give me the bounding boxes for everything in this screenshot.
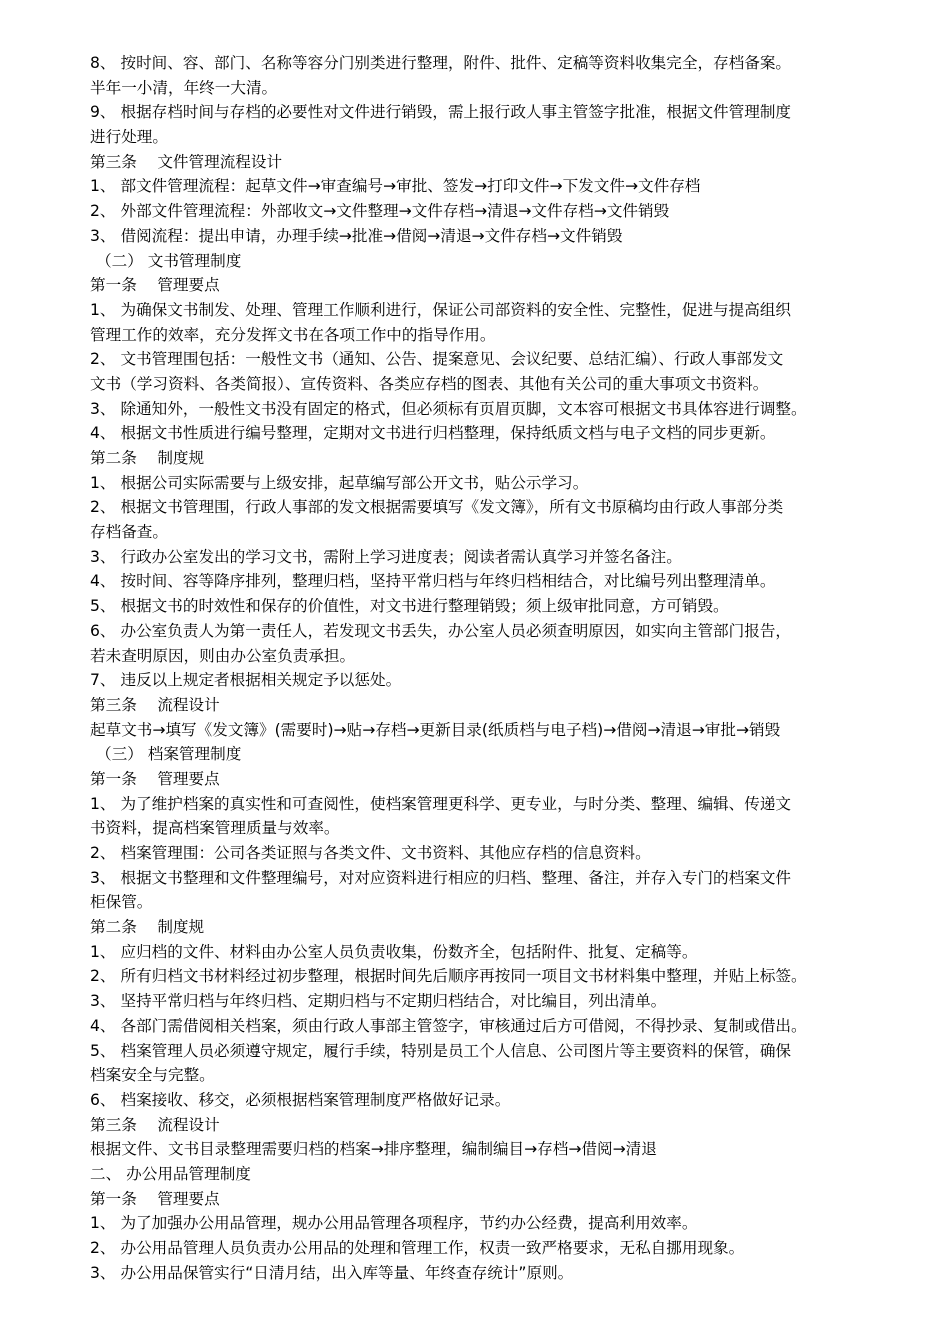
paragraph-line: 3、 根据文书整理和文件整理编号，对对应资料进行相应的归档、整理、备注，并存入专门的档案文件 xyxy=(90,868,792,887)
article-heading: 第一条 管理要点 xyxy=(90,769,220,788)
paragraph-line: 1、 部文件管理流程：起草文件→审查编号→审批、签发→打印文件→下发文件→文件存档 xyxy=(90,177,701,196)
paragraph-line: 柜保管。 xyxy=(90,893,153,912)
paragraph-line: 8、 按时间、容、部门、名称等容分门别类进行整理，附件、批件、定稿等资料收集完全，存档备案。 xyxy=(90,54,792,72)
paragraph-line: 半年一小清，年终一大清。 xyxy=(90,78,278,97)
paragraph-line: 2、 外部文件管理流程：外部收文→文件整理→文件存档→清退→文件存档→文件销毁 xyxy=(90,202,670,221)
paragraph-line: 6、 档案接收、移交，必须根据档案管理制度严格做好记录。 xyxy=(90,1090,511,1109)
article-heading: 第三条 流程设计 xyxy=(90,1115,220,1134)
paragraph-line: 6、 办公室负责人为第一责任人，若发现文书丢失，办公室人员必须查明原因，如实向主管部门报告， xyxy=(90,621,792,640)
paragraph-line: 3、 坚持平常归档与年终归档、定期归档与不定期归档结合，对比编目，列出清单。 xyxy=(90,992,667,1011)
article-heading: 第二条 制度规 xyxy=(90,918,205,937)
paragraph-line: 3、 除通知外，一般性文书没有固定的格式，但必须标有页眉页脚，文本容可根据文书具体容进行调整。 xyxy=(90,399,807,418)
paragraph-line: 4、 按时间、容等降序排列，整理归档，坚持平常归档与年终归档相结合，对比编号列出整理清单。 xyxy=(90,572,776,591)
article-heading: 第三条 流程设计 xyxy=(90,695,220,714)
paragraph-line: 2、 档案管理围：公司各类证照与各类文件、文书资料、其他应存档的信息资料。 xyxy=(90,844,651,862)
paragraph-line: 1、 为了加强办公用品管理，规办公用品管理各项程序，节约办公经费，提高利用效率。 xyxy=(90,1214,698,1233)
paragraph-line: 3、 行政办公室发出的学习文书，需附上学习进度表；阅读者需认真学习并签名备注。 xyxy=(90,547,682,566)
paragraph-line: 2、 办公用品管理人员负责办公用品的处理和管理工作，权责一致严格要求，无私自挪用现象。 xyxy=(90,1239,745,1257)
paragraph-line: 存档备查。 xyxy=(90,523,168,542)
section-heading: 二、 办公用品管理制度 xyxy=(90,1164,251,1183)
section-heading: （三） 档案管理制度 xyxy=(96,745,242,764)
paragraph-line: 1、 应归档的文件、材料由办公室人员负责收集，份数齐全，包括附件、批复、定稿等。 xyxy=(90,942,698,961)
paragraph-line: 4、 根据文书性质进行编号整理，定期对文书进行归档整理，保持纸质文档与电子文档的同步更新。 xyxy=(90,424,776,443)
paragraph-line: 1、 为了维护档案的真实性和可查阅性，使档案管理更科学、更专业，与时分类、整理、编辑、传递文 xyxy=(90,794,792,813)
paragraph-line: 1、 根据公司实际需要与上级安排，起草编写部公开文书，贴公示学习。 xyxy=(90,473,589,492)
section-heading: （二） 文书管理制度 xyxy=(96,251,242,270)
paragraph-line: 档案安全与完整。 xyxy=(90,1066,215,1085)
paragraph-line: 进行处理。 xyxy=(90,128,168,147)
paragraph-line: 5、 档案管理人员必须遵守规定，履行手续，特别是员工个人信息、公司图片等主要资料的保管，确保 xyxy=(90,1041,792,1060)
paragraph-line: 2、 根据文书管理围，行政人事部的发文根据需要填写《发文簿》，所有文书原稿均由行政人事部分类 xyxy=(90,498,784,517)
paragraph-line: 1、 为确保文书制发、处理、管理工作顺利进行，保证公司部资料的安全性、完整性，促进与提高组织 xyxy=(90,300,792,319)
paragraph-line: 管理工作的效率，充分发挥文书在各项工作中的指导作用。 xyxy=(90,325,496,344)
paragraph-line: 3、 借阅流程：提出申请，办理手续→批准→借阅→清退→文件存档→文件销毁 xyxy=(90,226,623,245)
paragraph-line: 根据文件、文书目录整理需要归档的档案→排序整理，编制编目→存档→借阅→清退 xyxy=(90,1140,657,1159)
paragraph-line: 2、 所有归档文书材料经过初步整理，根据时间先后顺序再按同一项目文书材料集中整理，并贴上标签。 xyxy=(90,967,807,986)
paragraph-line: 书资料，提高档案管理质量与效率。 xyxy=(90,819,340,838)
paragraph-line: 9、 根据存档时间与存档的必要性对文件进行销毁，需上报行政人事主管签字批准，根据文件管理制度 xyxy=(90,103,792,122)
article-heading: 第一条 管理要点 xyxy=(90,276,220,295)
paragraph-line: 4、 各部门需借阅相关档案，须由行政人事部主管签字，审核通过后方可借阅，不得抄录、复制或借出。 xyxy=(90,1016,807,1035)
paragraph-line: 2、 文书管理围包括：一般性文书（通知、公告、提案意见、会议纪要、总结汇编）、行政人事部发文 xyxy=(90,350,784,369)
article-heading: 第三条 文件管理流程设计 xyxy=(90,152,283,171)
article-heading: 第二条 制度规 xyxy=(90,449,205,467)
paragraph-line: 3、 办公用品保管实行“日清月结，出入库等量、年终查存统计”原则。 xyxy=(90,1263,574,1282)
article-heading: 第一条 管理要点 xyxy=(90,1189,220,1208)
paragraph-line: 若未查明原因，则由办公室负责承担。 xyxy=(90,646,356,665)
paragraph-line: 5、 根据文书的时效性和保存的价值性，对文书进行整理销毁；须上级审批同意，方可销毁。 xyxy=(90,597,729,616)
paragraph-line: 文书（学习资料、各类简报）、宣传资料、各类应存档的图表、其他有关公司的重大事项文书资料。 xyxy=(90,374,769,393)
paragraph-line: 7、 违反以上规定者根据相关规定予以惩处。 xyxy=(90,671,402,690)
paragraph-line: 起草文书→填写《发文簿》(需要时)→贴→存档→更新目录(纸质档与电子档)→借阅→清退→审批→销毁 xyxy=(90,720,781,739)
